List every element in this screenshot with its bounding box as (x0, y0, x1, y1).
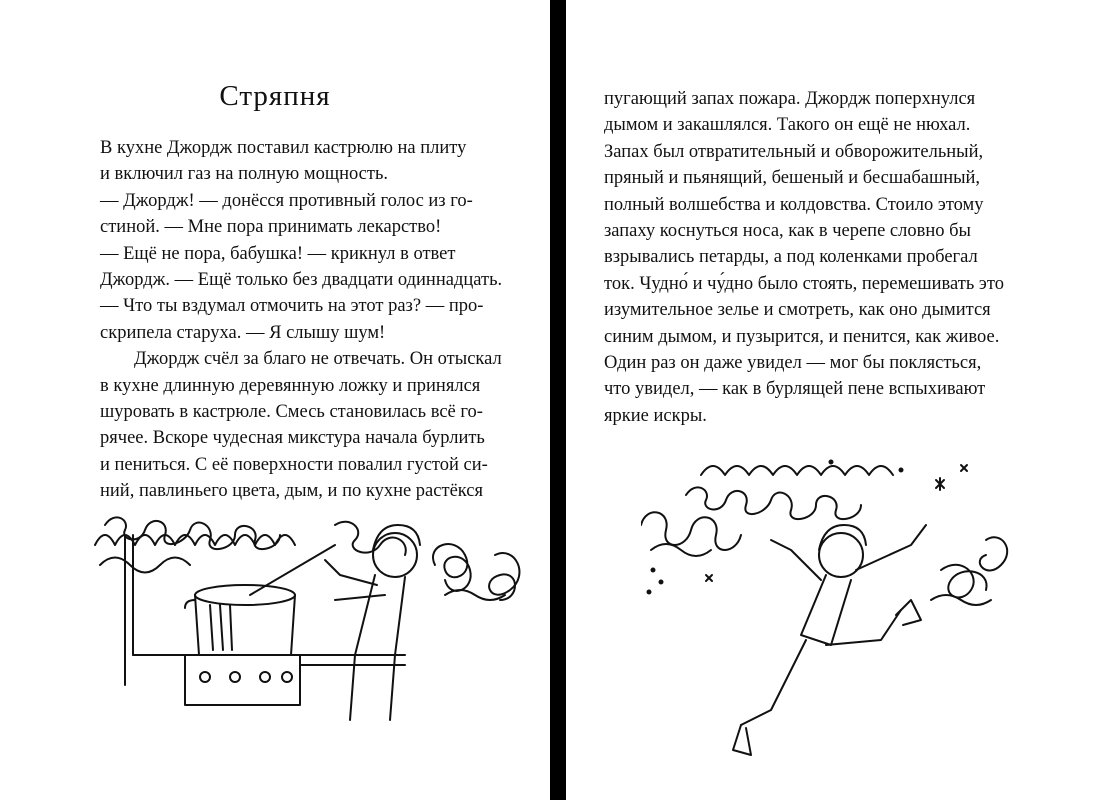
sparkle-icon (961, 465, 967, 471)
boy-body (801, 575, 851, 645)
pot-shade (230, 605, 232, 650)
boy-arm (771, 540, 821, 580)
boy-head (373, 533, 417, 577)
text-line: яркие искры. (604, 405, 707, 426)
sparkle-icon (706, 575, 712, 581)
text-line: ний, павлиньего цвета, дым, и по кухне растёкся (100, 481, 484, 502)
stove-knob (200, 672, 210, 682)
text-line: и включил газ на полную мощность. (100, 164, 389, 185)
text-line: Джордж счёл за благо не отвечать. Он отыскал (134, 349, 502, 370)
text-line: и пениться. С её поверхности повалил густой си- (100, 454, 488, 475)
stove-knob (260, 672, 270, 682)
text-line: шуровать в кастрюле. Смесь становилась всё го- (100, 401, 483, 422)
illustration-boy-stirring-pot (85, 505, 545, 735)
illustration-boy-dancing-in-smoke (641, 450, 1071, 780)
smoke-swirl (489, 553, 519, 600)
smoke-swirl (651, 544, 711, 556)
text-line: скрипела старуха. — Я слышу шум! (100, 322, 386, 343)
spark-dot (660, 581, 663, 584)
text-line: ток. Чудно́ и чу́дно было стоять, перемешивать это (604, 273, 1004, 294)
chapter-title: Стряпня (219, 80, 331, 112)
text-line: изумительное зелье и смотреть, как оно дымится (604, 300, 991, 321)
boy-shoe (896, 600, 921, 625)
boy-leg (741, 640, 806, 725)
text-line: запаху коснуться носа, как в черепе словно бы (604, 220, 971, 241)
right-page-text (604, 86, 1069, 429)
text-line: стиной. — Мне пора принимать лекарство! (100, 217, 442, 238)
text-line: в кухне длинную деревянную ложку и принялся (100, 375, 481, 396)
wooden-spoon (250, 545, 335, 595)
text-line: — Ещё не пора, бабушка! — крикнул в ответ (100, 243, 456, 264)
smoke-swirl (941, 565, 987, 598)
spark-dot (652, 569, 655, 572)
text-line: дымом и закашлялся. Такого он ещё не нюхал. (604, 115, 971, 136)
stove-knob (230, 672, 240, 682)
text-line: что увидел, — как в бурлящей пене вспыхивают (604, 379, 986, 400)
pot-shade (220, 605, 223, 650)
text-line: Один раз он даже увидел — мог бы поклясться, (604, 352, 982, 373)
boy-shoe (733, 725, 751, 755)
spark-dot (830, 461, 833, 464)
left-page (0, 0, 550, 800)
text-line: синим дымом, и пузырится, и пенится, как живое. (604, 326, 1000, 347)
boy-arm (335, 595, 385, 600)
text-line: пряный и пьянящий, бешеный и бесшабашный, (604, 168, 981, 189)
left-page-text (100, 135, 532, 504)
smoke-swirl (641, 512, 741, 550)
boy-arm (325, 560, 377, 585)
text-line: рячее. Вскоре чудесная микстура начала бурлить (100, 428, 485, 449)
text-line: взрывались петарды, а под коленками пробегал (604, 247, 978, 268)
smoke-swirl (100, 558, 190, 573)
text-line: Джордж. — Ещё только без двадцати одиннадцать. (100, 269, 503, 290)
text-line: В кухне Джордж поставил кастрюлю на плиту (100, 138, 467, 158)
smoke-swirl (433, 544, 471, 591)
pot-shade (210, 605, 213, 650)
text-line: пугающий запах пожара. Джордж поперхнулся (604, 89, 976, 109)
smoke-swirl (686, 487, 861, 519)
pot-rim (195, 585, 295, 605)
text-line: — Что ты вздумал отмочить на этот раз? — про- (100, 296, 484, 317)
spark-dot (900, 469, 903, 472)
boy-body (355, 575, 405, 655)
right-page (566, 0, 1106, 800)
sparkle-icon (936, 478, 944, 490)
smoke-swirl (335, 522, 406, 555)
pot-handle (185, 600, 195, 608)
text-line: Запах был отвратительный и обворожительный, (604, 141, 984, 162)
text-line: — Джордж! — донёсся противный голос из го- (100, 190, 473, 211)
text-line: полный волшебства и колдовства. Стоило этому (604, 194, 984, 215)
smoke-swirl (105, 517, 280, 549)
smoke-swirl (701, 466, 893, 475)
spark-dot (648, 591, 651, 594)
stove-knob (282, 672, 292, 682)
boy-hair (819, 525, 866, 550)
smoke-swirl (980, 537, 1007, 570)
boy-arm (856, 525, 926, 570)
